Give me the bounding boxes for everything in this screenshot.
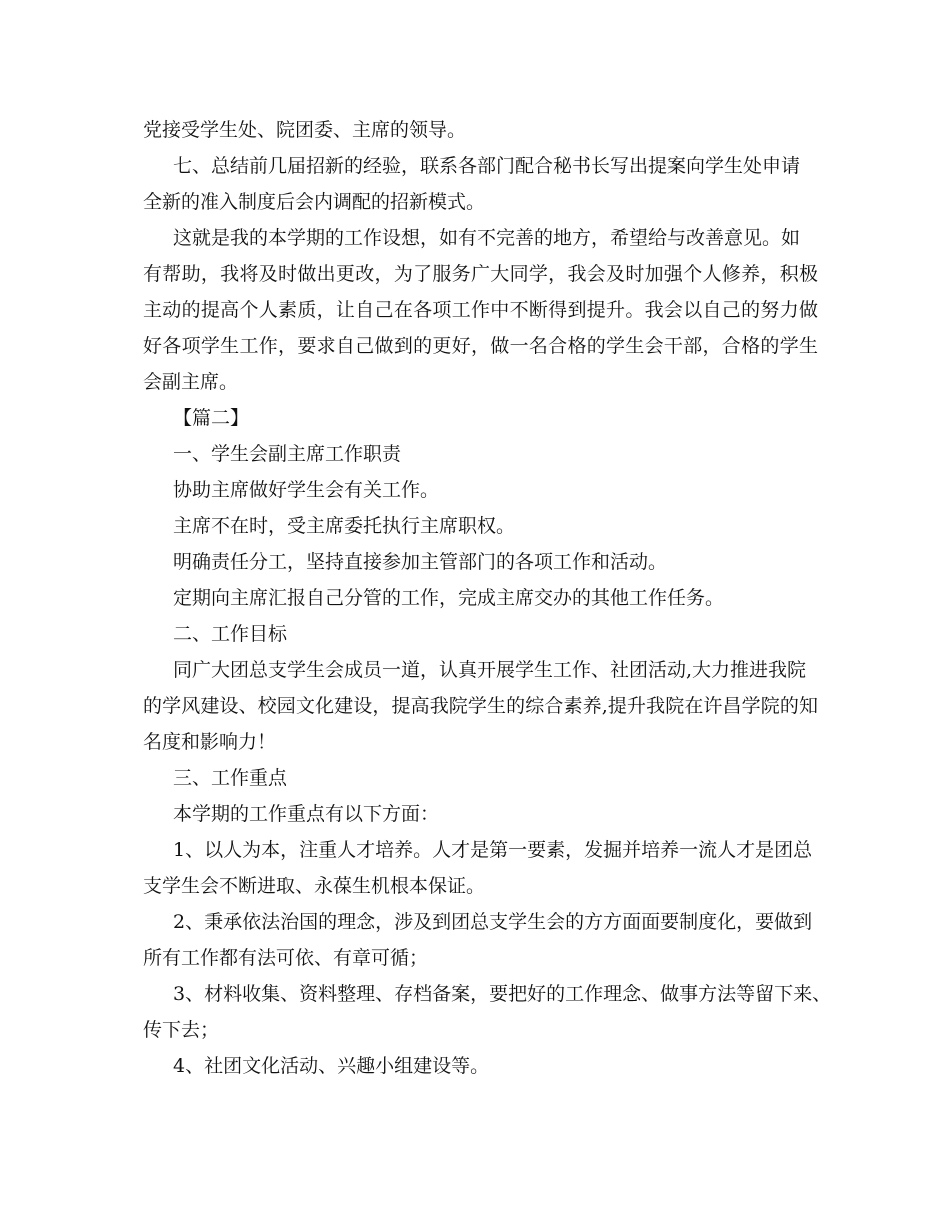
text-line: 传下去； <box>143 1019 220 1041</box>
text-line: 4、社团文化活动、兴趣小组建设等。 <box>173 1055 490 1077</box>
text-line: 支学生会不断进取、永葆生机根本保证。 <box>143 875 486 897</box>
text-line: 三、工作重点 <box>173 767 288 789</box>
text-line: 所有工作都有法可依、有章可循； <box>143 947 429 969</box>
text-line: 好各项学生工作，要求自己做到的更好，做一名合格的学生会干部，合格的学生 <box>143 335 818 357</box>
text-line: 有帮助，我将及时做出更改，为了服务广大同学，我会及时加强个人修养，积极 <box>143 263 818 285</box>
text-line: 本学期的工作重点有以下方面： <box>173 803 440 825</box>
text-line: 全新的准入制度后会内调配的招新模式。 <box>143 191 486 213</box>
document-body <box>143 112 832 1084</box>
text-line: 主席不在时，受主席委托执行主席职权。 <box>173 515 516 537</box>
text-line: 这就是我的本学期的工作设想，如有不完善的地方，希望给与改善意见。如 <box>173 227 801 249</box>
text-line: 同广大团总支学生会成员一道，认真开展学生工作、社团活动,大力推进我院 <box>173 659 807 681</box>
text-line: 一、学生会副主席工作职责 <box>173 443 402 465</box>
text-line: 协助主席做好学生会有关工作。 <box>173 479 440 501</box>
text-line: 2、秉承依法治国的理念，涉及到团总支学生会的方方面面要制度化，要做到 <box>173 911 813 933</box>
text-line: 定期向主席汇报自己分管的工作，完成主席交办的其他工作任务。 <box>173 587 725 609</box>
text-line: 明确责任分工，坚持直接参加主管部门的各项工作和活动。 <box>173 551 668 573</box>
text-line: 3、材料收集、资料整理、存档备案，要把好的工作理念、做事方法等留下来、 <box>173 983 832 1005</box>
text-line: 主动的提高个人素质，让自己在各项工作中不断得到提升。我会以自己的努力做 <box>143 299 818 321</box>
text-line: 名度和影响力！ <box>143 731 277 753</box>
text-line: 会副主席。 <box>143 371 239 393</box>
text-line: 二、工作目标 <box>173 623 288 645</box>
text-line: 党接受学生处、院团委、主席的领导。 <box>143 119 467 141</box>
text-line: 1、以人为本，注重人才培养。人才是第一要素，发掘并培养一流人才是团总 <box>173 839 813 861</box>
text-line: 的学风建设、校园文化建设，提高我院学生的综合素养,提升我院在许昌学院的知 <box>143 695 818 717</box>
text-line: 【篇二】 <box>173 407 250 429</box>
text-line: 七、总结前几届招新的经验，联系各部门配合秘书长写出提案向学生处申请 <box>173 155 801 177</box>
